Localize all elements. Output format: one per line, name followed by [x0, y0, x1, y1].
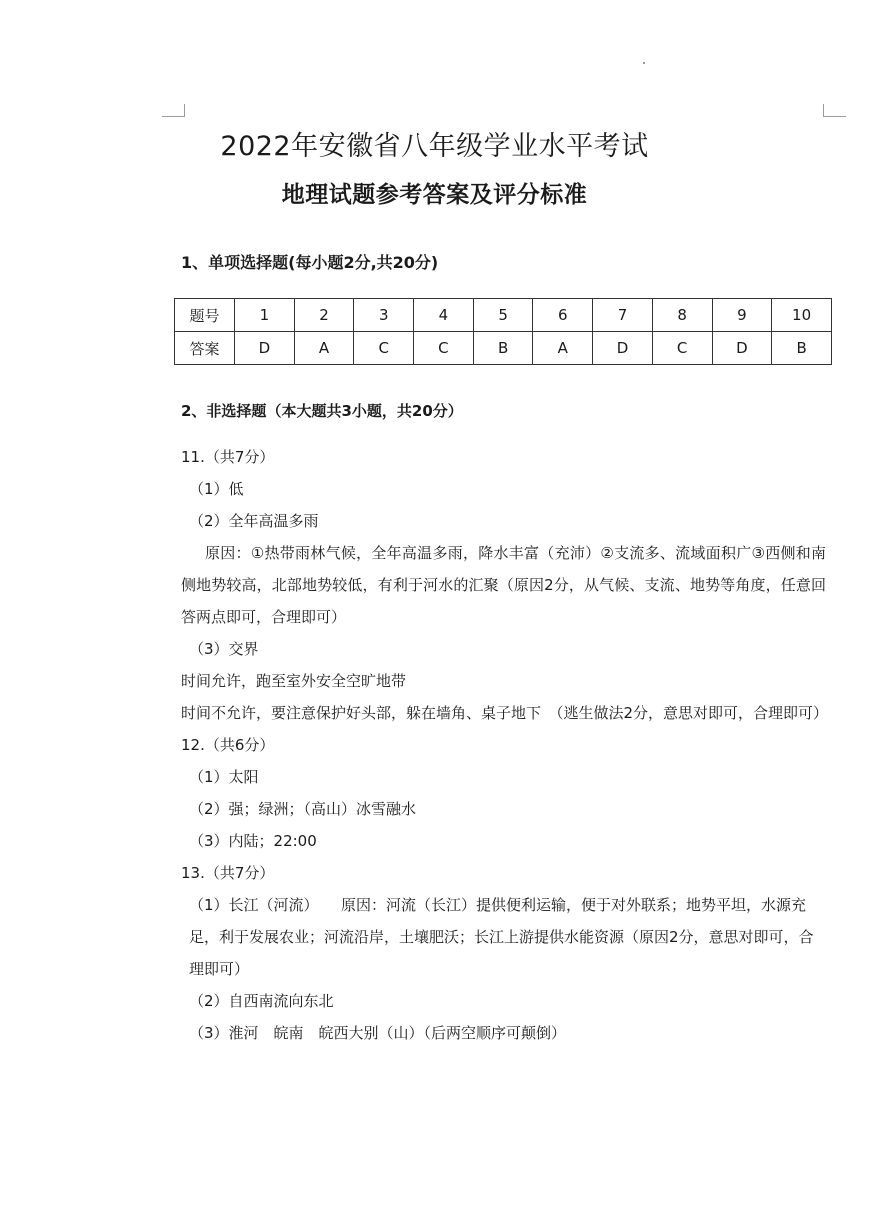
- answer-line: （2）自西南流向东北: [189, 992, 334, 1010]
- answer-cell: D: [593, 332, 653, 365]
- answer-table: [174, 298, 832, 365]
- answer-cell: A: [533, 332, 593, 365]
- row-header-number: 题号: [175, 299, 235, 332]
- answer-line: （3）淮河 皖南 皖西大别（山）（后两空顺序可颠倒）: [189, 1024, 567, 1042]
- question-number: 6: [533, 299, 593, 332]
- answer-paragraph: 时间不允许，要注意保护好头部，躲在墙角、桌子地下 （逃生做法2分，意思对即可，合理即可）: [181, 704, 829, 722]
- question-number: 9: [712, 299, 772, 332]
- answer-cell: D: [712, 332, 772, 365]
- section1-heading: 1、单项选择题(每小题2分,共20分): [181, 253, 439, 272]
- question-number: 7: [593, 299, 653, 332]
- answer-cell: B: [772, 332, 832, 365]
- question-number: 10: [772, 299, 832, 332]
- document-title: 2022年安徽省八年级学业水平考试: [220, 131, 649, 162]
- question-number: 8: [652, 299, 712, 332]
- page-corner-mark-top-left: [162, 104, 185, 117]
- answer-line: 时间允许，跑至室外安全空旷地带: [181, 672, 407, 690]
- answer-line: （3）交界: [189, 640, 259, 658]
- row-header-answer: 答案: [175, 332, 235, 365]
- answer-cell: A: [294, 332, 354, 365]
- question-header-11: 11.（共7分）: [181, 448, 275, 466]
- answer-line: （2）强；绿洲；（高山）冰雪融水: [189, 800, 417, 818]
- answer-line: （2）全年高温多雨: [189, 512, 319, 530]
- question-header-12: 12.（共6分）: [181, 736, 275, 754]
- question-number: 2: [294, 299, 354, 332]
- answer-body: [181, 441, 829, 1049]
- answer-paragraph: （1）长江（河流） 原因：河流（长江）提供便利运输，便于对外联系；地势平坦，水源充足，利于发展农业；河流沿岸，土壤肥沃；长江上游提供水能资源（原因2分，意思对即可，合理即可）: [189, 896, 814, 978]
- answer-line: （1）低: [189, 480, 244, 498]
- answer-cell: B: [473, 332, 533, 365]
- table-row-answers: [175, 332, 832, 365]
- question-header-13: 13.（共7分）: [181, 864, 275, 882]
- section2-heading: 2、非选择题（本大题共3小题，共20分）: [181, 402, 463, 420]
- question-number: 1: [235, 299, 295, 332]
- question-number: 3: [354, 299, 414, 332]
- answer-cell: C: [414, 332, 474, 365]
- answer-line: （3）内陆；22:00: [189, 832, 317, 850]
- page-corner-mark-top-right: [823, 104, 846, 117]
- document-subtitle: 地理试题参考答案及评分标准: [281, 182, 588, 208]
- question-number: 4: [414, 299, 474, 332]
- answer-cell: D: [235, 332, 295, 365]
- speck: [643, 62, 645, 64]
- answer-line: （1）太阳: [189, 768, 259, 786]
- answer-cell: C: [354, 332, 414, 365]
- question-number: 5: [473, 299, 533, 332]
- answer-paragraph: 原因：①热带雨林气候，全年高温多雨，降水丰富（充沛）②支流多、流域面积广③西侧和南侧地势较高，北部地势较低，有利于河水的汇聚（原因2分，从气候、支流、地势等角度，任意回答两点即可，合理即可）: [181, 544, 826, 626]
- table-row-numbers: [175, 299, 832, 332]
- answer-cell: C: [652, 332, 712, 365]
